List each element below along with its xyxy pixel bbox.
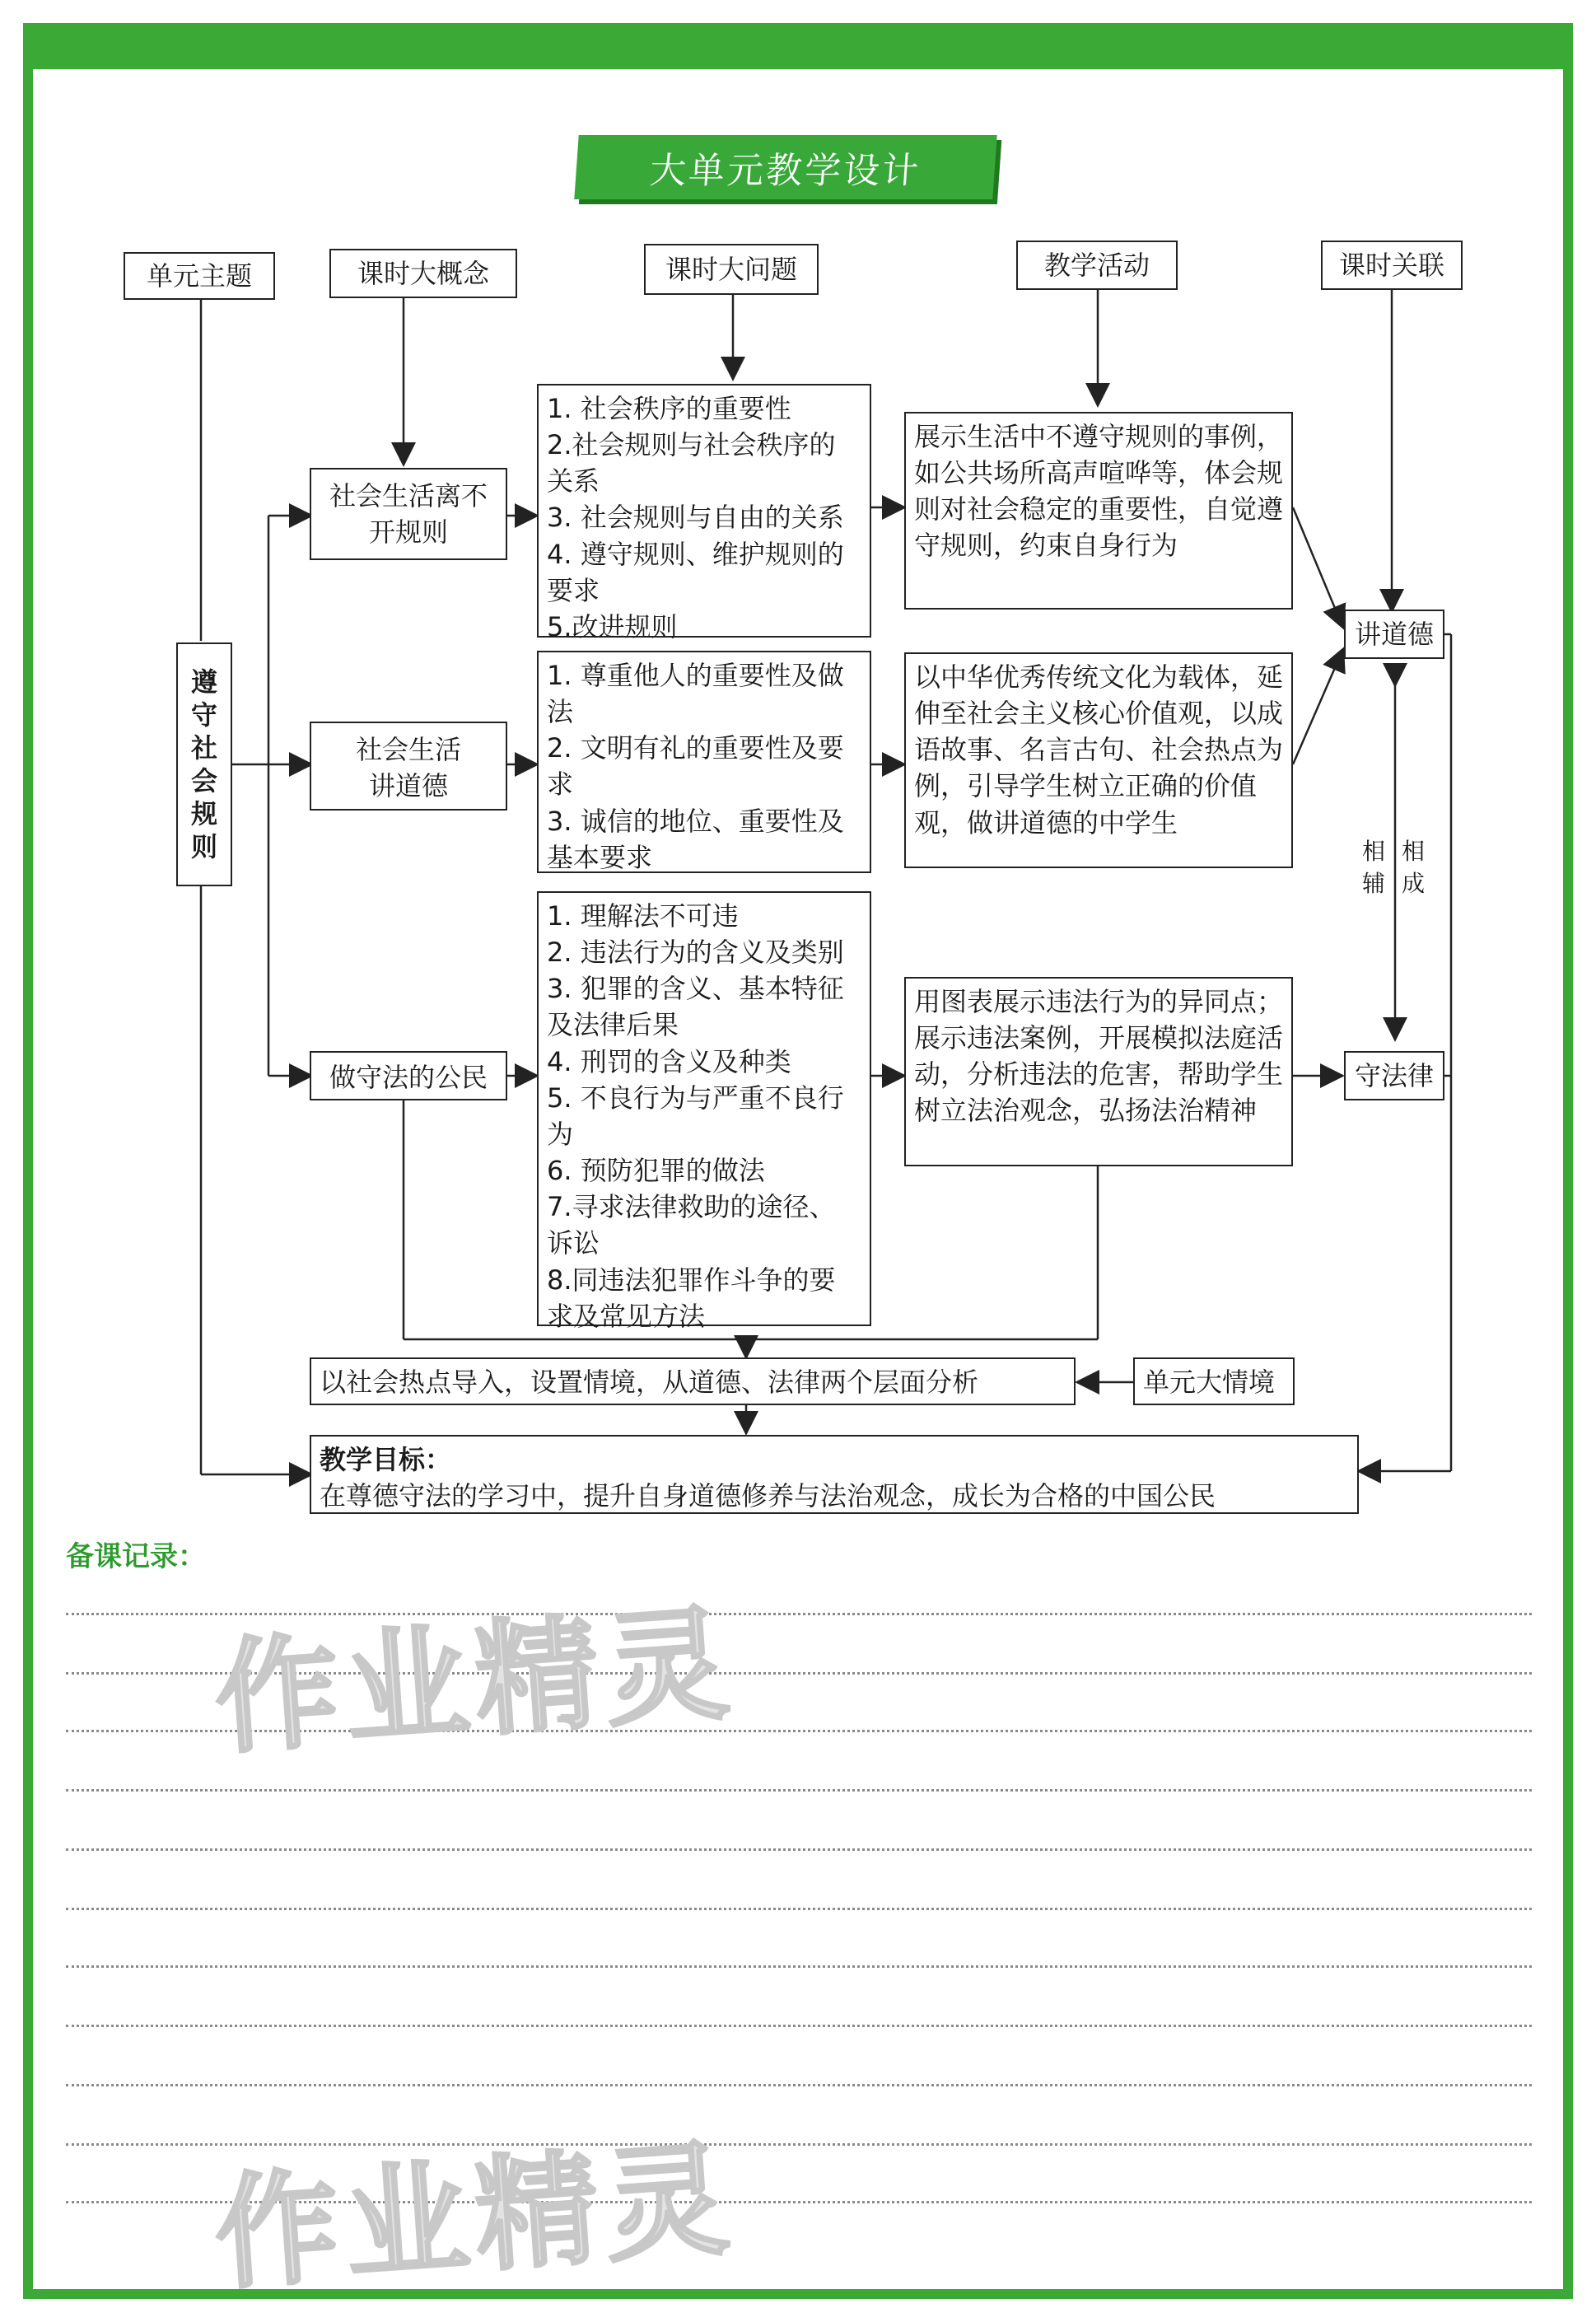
- concept-law: 做守法的公民: [310, 1051, 507, 1100]
- goal-box: [310, 1435, 1359, 1514]
- notes-label: 备课记录：: [66, 1540, 206, 1573]
- unit-theme-char: 则: [190, 831, 217, 862]
- question-item: 8.同违法犯罪作斗争的要求及常见方法: [547, 1264, 836, 1332]
- activity-rules: 展示生活中不遵守规则的事例，如公共场所高声喧哗等，体会规则对社会稳定的重要性，自觉遵守规则，约束自身行为: [904, 412, 1293, 610]
- question-item: 2. 文明有礼的重要性及要求: [547, 732, 844, 801]
- note-line: [66, 2084, 1532, 2086]
- question-item: 1. 社会秩序的重要性: [547, 393, 791, 424]
- question-item: 2. 违法行为的含义及类别: [547, 937, 844, 969]
- goal-label: 教学目标：: [320, 1444, 452, 1475]
- unit-theme-char: 规: [190, 798, 217, 829]
- note-line: [66, 1965, 1532, 1968]
- activity-law: 用图表展示违法行为的异同点；展示违法案例，开展模拟法庭活动，分析违法的危害，帮助学生树立法治观念，弘扬法治精神: [904, 977, 1293, 1166]
- note-line: [66, 1789, 1532, 1792]
- situation-box: 以社会热点导入，设置情境，从道德、法律两个层面分析: [310, 1357, 1076, 1405]
- questions-rules: [537, 384, 871, 642]
- unit-theme-char: 遵: [190, 666, 217, 698]
- question-item: 4. 遵守规则、维护规则的要求: [547, 538, 844, 606]
- note-line: [66, 2025, 1532, 2027]
- activity-morality: 以中华优秀传统文化为载体，延伸至社会主义核心价值观，以成语故事、名言古句、社会热点为例，引导学生树立正确的价值观，做讲道德的中学生: [904, 652, 1293, 868]
- link-law: 守法律: [1344, 1051, 1444, 1100]
- concept-rules: 社会生活离不开规则: [310, 468, 507, 560]
- unit-theme-char: 会: [190, 765, 217, 797]
- questions-morality: [537, 651, 871, 873]
- header-concept: 课时大概念: [329, 249, 517, 298]
- header-activity: 教学活动: [1016, 241, 1178, 290]
- note-line: [66, 1848, 1532, 1851]
- relation-right-text: 相成: [1402, 838, 1426, 898]
- link-morality: 讲道德: [1344, 610, 1444, 659]
- questions-law: [537, 891, 871, 1332]
- question-item: 5.改进规则: [547, 610, 678, 642]
- concept-morality: 社会生活讲道德: [310, 722, 507, 811]
- page-title: 大单元教学设计: [574, 135, 996, 199]
- question-item: 3. 社会规则与自由的关系: [547, 502, 844, 534]
- question-item: 4. 刑罚的含义及种类: [547, 1045, 791, 1077]
- header-link: 课时关联: [1321, 241, 1463, 290]
- question-item: 1. 尊重他人的重要性及做法: [547, 660, 844, 728]
- unit-theme-char: 守: [190, 699, 217, 731]
- question-item: 5. 不良行为与严重不良行为: [547, 1082, 844, 1150]
- question-item: 3. 犯罪的含义、基本特征及法律后果: [547, 973, 844, 1041]
- question-item: 7.寻求法律救助的途径、诉讼: [547, 1191, 836, 1259]
- situation-source-box: 单元大情境: [1133, 1357, 1295, 1405]
- question-item: 3. 诚信的地位、重要性及基本要求: [547, 805, 844, 873]
- watermark: 作业精灵: [210, 2128, 740, 2307]
- relation-left-text: 相辅: [1362, 838, 1386, 898]
- unit-theme-char: 社: [190, 732, 217, 764]
- watermark: 作业精灵: [210, 1592, 740, 1772]
- goal-text: 在尊德守法的学习中，提升自身道德修养与法治观念，成长为合格的中国公民: [320, 1480, 1216, 1512]
- unit-theme-box: [176, 642, 232, 886]
- header-question: 课时大问题: [644, 244, 819, 295]
- question-item: 2.社会规则与社会秩序的关系: [547, 429, 836, 498]
- question-item: 1. 理解法不可违: [547, 900, 739, 932]
- header-unit-theme: 单元主题: [124, 252, 275, 300]
- question-item: 6. 预防犯罪的做法: [547, 1155, 765, 1187]
- note-line: [66, 1908, 1532, 1910]
